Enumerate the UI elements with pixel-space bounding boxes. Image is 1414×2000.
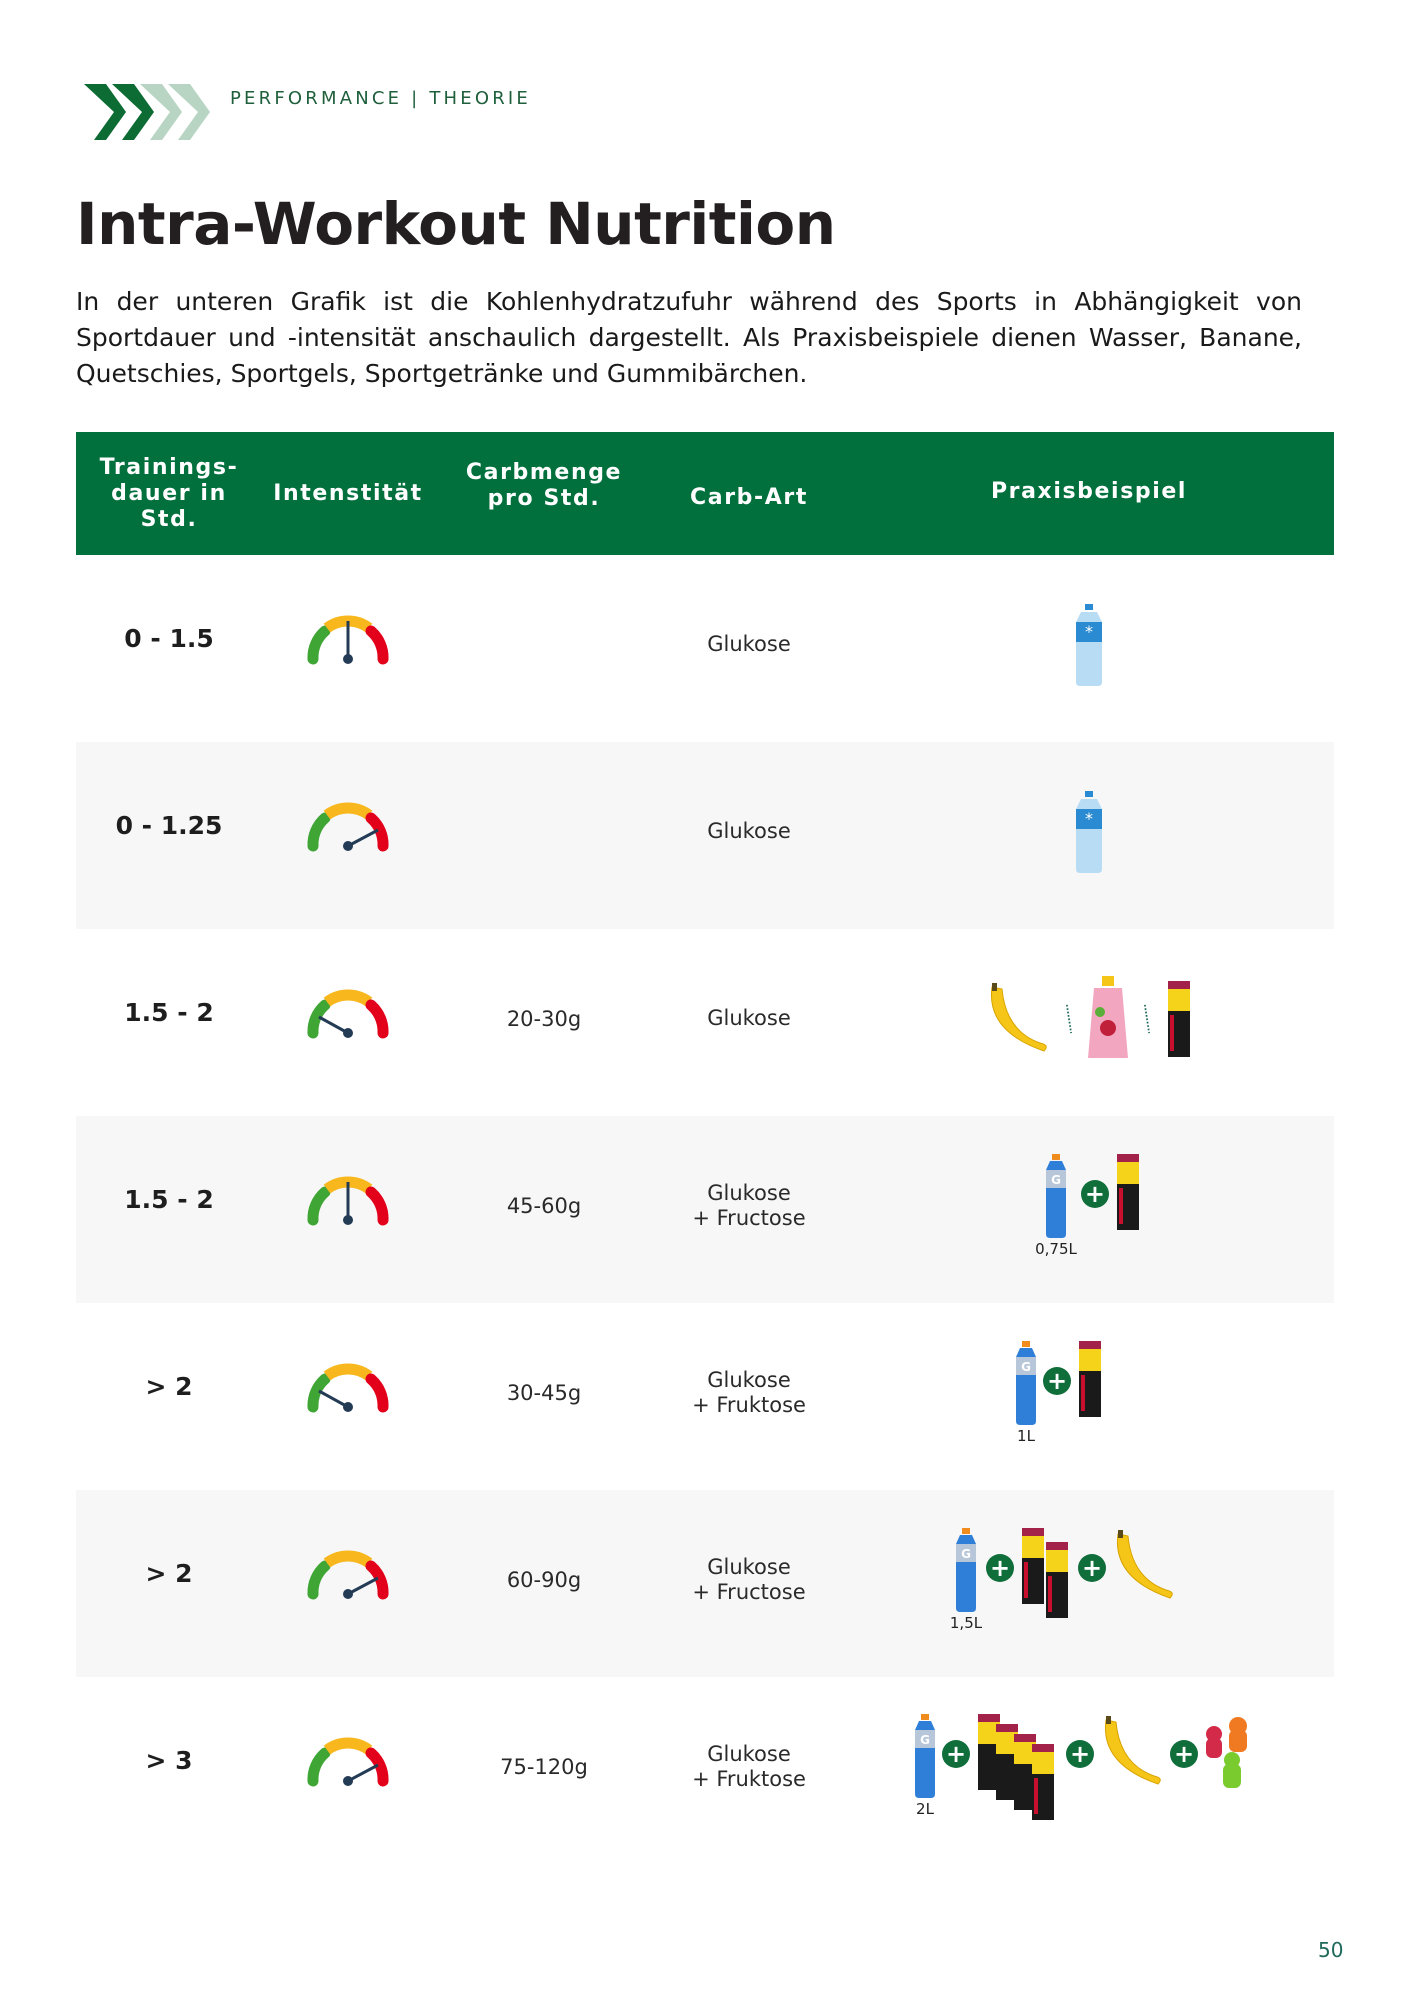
column-header-carb-amount xyxy=(434,460,654,512)
intensity-cell xyxy=(262,1176,434,1243)
header-band xyxy=(84,84,531,140)
duration-value: 1.5 - 2 xyxy=(124,998,214,1027)
intensity-cell xyxy=(262,989,434,1056)
carb-type xyxy=(654,1006,844,1031)
water-bottle-icon xyxy=(1072,604,1106,686)
example-cell xyxy=(844,604,1334,686)
drink-volume: 0,75L xyxy=(1035,1239,1077,1258)
intensity-cell xyxy=(262,1550,434,1617)
banana-icon xyxy=(1110,1528,1178,1604)
table-header xyxy=(76,432,1334,555)
column-header-carb-type xyxy=(654,485,844,511)
intensity-cell xyxy=(262,1363,434,1430)
energy-gel-stack-icon xyxy=(974,1714,1062,1820)
duration-value: 0 - 1.25 xyxy=(115,811,223,840)
fruit-pouch-icon xyxy=(1086,976,1130,1062)
sports-drink-bottle-icon xyxy=(953,1528,979,1612)
intensity-cell xyxy=(262,802,434,869)
column-header-duration xyxy=(76,455,262,533)
energy-gel-icon xyxy=(1164,981,1194,1057)
drink-volume: 1L xyxy=(1017,1426,1035,1445)
gauge-high-icon xyxy=(303,794,393,856)
carb-type-line: + Fruktose xyxy=(692,1392,806,1417)
energy-gel-icon xyxy=(1075,1341,1105,1417)
svg-text:G: G xyxy=(1051,1172,1061,1187)
carb-type-line: Glukose xyxy=(707,1741,791,1766)
gummy-bears-icon xyxy=(1202,1714,1256,1794)
plus-icon: + xyxy=(1170,1740,1198,1768)
column-header-example xyxy=(844,479,1334,505)
example-cell xyxy=(844,791,1334,873)
table-row xyxy=(76,1490,1334,1677)
carb-type-line: + Fructose xyxy=(692,1205,806,1230)
plus-icon: + xyxy=(942,1740,970,1768)
page-title: Intra-Workout Nutrition xyxy=(76,190,836,258)
gauge-low-icon xyxy=(303,1355,393,1417)
page-number: 50 xyxy=(1318,1938,1344,1962)
intensity-cell xyxy=(262,1737,434,1804)
gauge-medium-icon xyxy=(303,1168,393,1230)
header-line: pro Std. xyxy=(487,485,601,511)
header-line: dauer in xyxy=(111,480,227,506)
sports-drink-bottle-icon xyxy=(1013,1341,1039,1425)
carb-type-line: Glukose xyxy=(707,1180,791,1205)
carb-type xyxy=(654,819,844,844)
carb-amount: 75-120g xyxy=(500,1754,588,1779)
banana-icon xyxy=(1098,1714,1166,1790)
carb-type xyxy=(654,632,844,657)
sports-drink-bottle-icon xyxy=(1043,1154,1069,1238)
example-cell xyxy=(819,1528,1309,1632)
plus-icon: + xyxy=(986,1554,1014,1582)
energy-gel-icon xyxy=(1113,1154,1143,1230)
svg-text:G: G xyxy=(920,1732,930,1747)
svg-text:*: * xyxy=(1085,621,1093,641)
carb-type-line: Glukose xyxy=(707,1554,791,1579)
header-line: Std. xyxy=(140,506,198,532)
table-row xyxy=(76,929,1334,1116)
header-line: Carbmenge xyxy=(465,459,623,485)
example-cell xyxy=(844,1154,1334,1258)
table-row xyxy=(76,1303,1334,1490)
sports-drink-bottle-icon xyxy=(912,1714,938,1798)
carb-amount: 20-30g xyxy=(506,1006,582,1031)
duration-value: 0 - 1.5 xyxy=(124,624,214,653)
carb-type xyxy=(654,1181,844,1231)
header-line: Carb-Art xyxy=(690,484,808,510)
carb-type-line: Glukose xyxy=(707,1367,791,1392)
carb-type xyxy=(654,1742,844,1792)
duration-value: > 2 xyxy=(145,1372,193,1401)
carb-type-line: Glukose xyxy=(707,819,791,843)
header-line: Praxisbeispiel xyxy=(990,478,1188,504)
sports-drink-item xyxy=(1035,1154,1077,1258)
carb-amount: 45-60g xyxy=(506,1193,582,1218)
carb-type-line: Glukose xyxy=(707,632,791,656)
duration-value: 1.5 - 2 xyxy=(124,1185,214,1214)
carb-type-line: + Fructose xyxy=(692,1579,806,1604)
carb-amount: 30-45g xyxy=(506,1380,582,1405)
drink-volume: 1,5L xyxy=(949,1613,983,1632)
carb-amount: 60-90g xyxy=(506,1567,582,1592)
intensity-cell xyxy=(262,615,434,682)
banana-icon xyxy=(984,981,1052,1057)
energy-gel-stack-icon xyxy=(1018,1528,1074,1620)
or-separator-icon xyxy=(1144,984,1150,1054)
duration-value: > 3 xyxy=(145,1746,193,1775)
column-header-intensity xyxy=(262,481,434,507)
svg-text:G: G xyxy=(961,1546,971,1561)
plus-icon: + xyxy=(1043,1367,1071,1395)
carb-type-line: Glukose xyxy=(707,1006,791,1030)
svg-text:G: G xyxy=(1021,1359,1031,1374)
section-label: PERFORMANCE | THEORIE xyxy=(230,88,531,109)
chevron-arrows-logo xyxy=(84,84,214,140)
gauge-high-icon xyxy=(303,1542,393,1604)
gauge-high-icon xyxy=(303,1729,393,1791)
svg-text:*: * xyxy=(1085,808,1093,828)
water-bottle-icon xyxy=(1072,791,1106,873)
table-row xyxy=(76,555,1334,742)
carb-type-line: + Fruktose xyxy=(692,1766,806,1791)
plus-icon: + xyxy=(1081,1180,1109,1208)
or-separator-icon xyxy=(1066,984,1072,1054)
header-line: Trainings- xyxy=(99,454,239,480)
carb-type xyxy=(654,1555,844,1605)
gauge-low-icon xyxy=(303,981,393,1043)
gauge-medium-icon xyxy=(303,607,393,669)
sports-drink-item xyxy=(912,1714,938,1818)
header-line: Intenstität xyxy=(273,480,423,506)
plus-icon: + xyxy=(1066,1740,1094,1768)
nutrition-table xyxy=(76,432,1334,1864)
example-cell xyxy=(844,976,1334,1062)
example-cell xyxy=(839,1714,1329,1820)
sports-drink-item xyxy=(950,1528,982,1632)
sports-drink-item xyxy=(1013,1341,1039,1445)
intro-paragraph: In der unteren Grafik ist die Kohlenhydratzufuhr während des Sports in Abhängigkeit von Sportdauer und -intensität anschaulich dargestellt. Als Praxisbeispiele dienen Wasser, Banane, Quetschies, Sportgels, Sportgetränke und Gummibärchen. xyxy=(76,287,1302,388)
drink-volume: 2L xyxy=(916,1799,934,1818)
table-row xyxy=(76,742,1334,929)
plus-icon: + xyxy=(1078,1554,1106,1582)
example-cell xyxy=(814,1341,1304,1445)
table-row xyxy=(76,1116,1334,1303)
duration-value: > 2 xyxy=(145,1559,193,1588)
table-row xyxy=(76,1677,1334,1864)
